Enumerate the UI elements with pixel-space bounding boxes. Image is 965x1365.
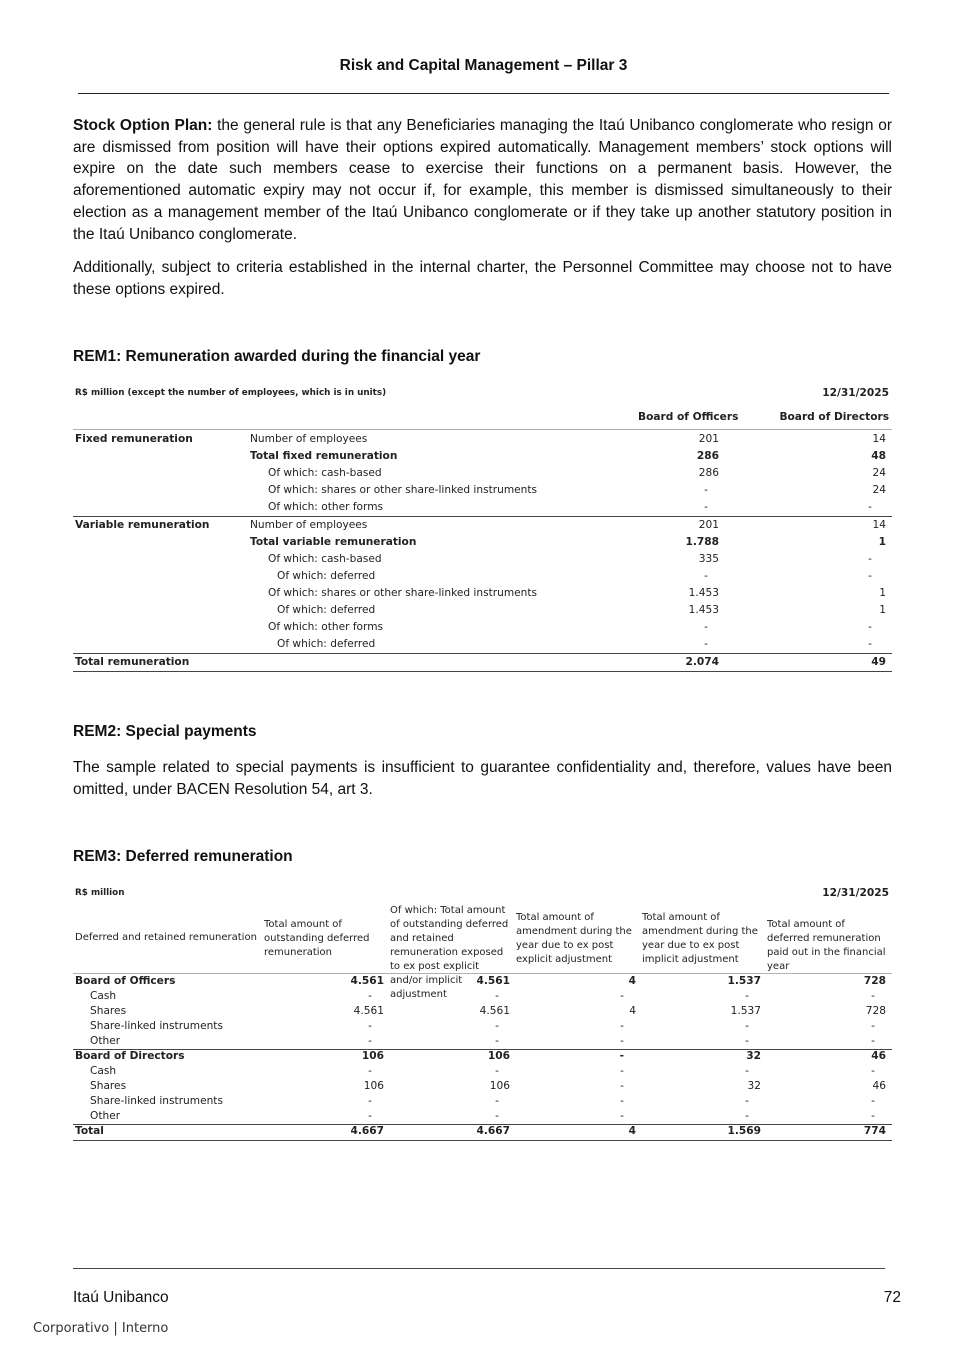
table-row: Of which: cash-based 335 - bbox=[268, 553, 872, 565]
table-row: Of which: shares or other share-linked instruments - 24 bbox=[268, 484, 886, 496]
table-row: Cash - - - - - bbox=[90, 1065, 875, 1077]
rem1-header-rule bbox=[73, 429, 892, 430]
rem1-col-directors: Board of Directors bbox=[779, 411, 889, 423]
rem1-bottom-rule bbox=[73, 671, 892, 672]
table-row: Of which: shares or other share-linked instruments 1.453 1 bbox=[268, 587, 886, 599]
table-row: Other - - - - - bbox=[90, 1110, 875, 1122]
header-divider bbox=[78, 93, 889, 94]
table-row: Other - - - - - bbox=[90, 1035, 875, 1047]
rem1-unit-note: R$ million (except the number of employees, which is in units) bbox=[75, 388, 387, 398]
footer-company: Itaú Unibanco bbox=[73, 1289, 169, 1306]
rem3-header-c2: Of which: Total amount of outstanding deferred and retained remuneration exposed to ex post explicit and/or implicit adjustment bbox=[390, 905, 509, 1000]
table-row: Of which: cash-based 286 24 bbox=[268, 467, 886, 479]
rem3-header-c0: Deferred and retained remuneration bbox=[75, 932, 257, 943]
rem3-total-row: Total 4.667 4.667 4 1.569 774 bbox=[75, 1125, 886, 1137]
table-row: Of which: deferred - - bbox=[277, 638, 872, 650]
rem3-header-c4: Total amount of amendment during the year due to ex post implicit adjustment bbox=[642, 912, 758, 965]
rem1-date: 12/31/2025 bbox=[822, 387, 889, 399]
table-row: Total fixed remuneration 286 48 bbox=[250, 450, 886, 462]
page-number: 72 bbox=[883, 1289, 901, 1306]
table-row: Share-linked instruments - - - - - bbox=[90, 1095, 875, 1107]
footer-divider bbox=[73, 1268, 885, 1269]
rem2-title: REM2: Special payments bbox=[73, 723, 257, 740]
table-row: Shares 106 106 - 32 46 bbox=[90, 1080, 886, 1092]
table-row: Board of Directors 106 106 - 32 46 bbox=[75, 1050, 886, 1062]
table-row: Total variable remuneration 1.788 1 bbox=[250, 536, 886, 548]
rem1-col-officers: Board of Officers bbox=[638, 411, 739, 423]
table-row: Of which: other forms - - bbox=[268, 501, 872, 513]
rem1-title: REM1: Remuneration awarded during the financial year bbox=[73, 348, 481, 365]
table-row: Share-linked instruments - - - - - bbox=[90, 1020, 875, 1032]
rem2-text: The sample related to special payments is insufficient to guarantee confidentiality and, therefore, values have been omitted, under BACEN Resolution 54, art 3. bbox=[73, 759, 892, 798]
personnel-committee-paragraph: Additionally, subject to criteria established in the internal charter, the Personnel Committee may choose not to have these options expired. bbox=[73, 259, 892, 298]
rem3-bottom-rule bbox=[73, 1140, 892, 1141]
table-row: Variable remuneration Number of employees 201 14 bbox=[75, 519, 886, 531]
table-row: Of which: other forms - - bbox=[268, 621, 872, 633]
rem1-total-row: Total remuneration 2.074 49 bbox=[75, 656, 886, 668]
rem3-header-c5: Total amount of deferred remuneration paid out in the financial year bbox=[767, 919, 886, 972]
stock-option-text: the general rule is that any Beneficiaries managing the Itaú Unibanco conglomerate who resign or are dismissed from position will have their options expired automatically. Management members’ stock options will expire on the date such members cease to exercise their functions on a permanent basis. However, the aforementioned automatic expiry may not occur if, for example, this member is dismissed simultaneously to their election as a management member of the Itaú Unibanco conglomerate or if they take up another statutory position in the Itaú Unibanco conglomerate. bbox=[73, 117, 892, 243]
table-row: Board of Officers 4.561 4.561 4 1.537 728 bbox=[75, 975, 886, 987]
table-row: Shares 4.561 4.561 4 1.537 728 bbox=[90, 1005, 886, 1017]
table-row: Of which: deferred - - bbox=[277, 570, 872, 582]
classification-label: Corporativo | Interno bbox=[33, 1321, 169, 1336]
table-row: Fixed remuneration Number of employees 201 14 bbox=[75, 433, 886, 445]
rem3-date: 12/31/2025 bbox=[822, 887, 889, 899]
table-row: Of which: deferred 1.453 1 bbox=[277, 604, 886, 616]
rem3-title: REM3: Deferred remuneration bbox=[73, 848, 293, 865]
rem3-header-c3: Total amount of amendment during the year due to ex post explicit adjustment bbox=[516, 912, 632, 965]
rem3-header-c1: Total amount of outstanding deferred remuneration bbox=[264, 919, 370, 958]
stock-option-label: Stock Option Plan: bbox=[73, 117, 213, 134]
stock-option-paragraph bbox=[73, 115, 892, 245]
page-header-title: Risk and Capital Management – Pillar 3 bbox=[339, 57, 628, 74]
table-row: Cash - - - - - bbox=[90, 990, 875, 1002]
rem3-unit-note: R$ million bbox=[75, 888, 125, 898]
